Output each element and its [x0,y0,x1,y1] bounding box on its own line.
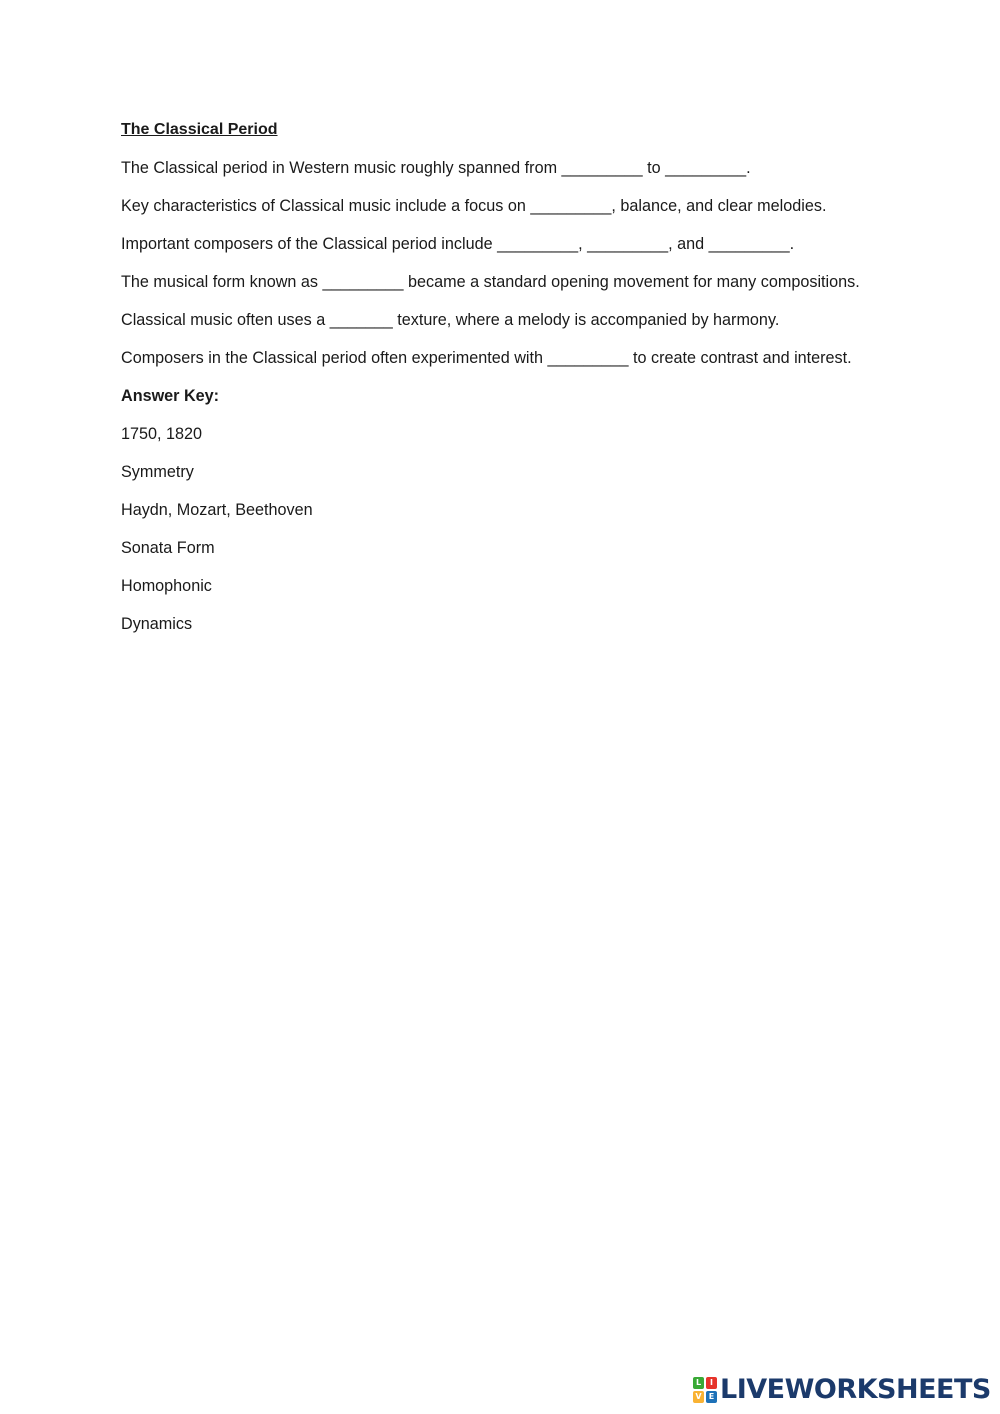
answer-1: 1750, 1820 [121,425,203,443]
liveworksheets-logo [693,1376,991,1404]
question-5: Classical music often uses a _______ texture, where a melody is accompanied by harmony. [121,311,780,329]
logo-brand-text: LIVEWORKSHEETS [720,1374,991,1405]
question-4: The musical form known as _________ became a standard opening movement for many compositions. [121,273,860,291]
question-6: Composers in the Classical period often experimented with _________ to create contrast and interest. [121,349,852,367]
answer-5: Homophonic [121,577,212,595]
answer-4: Sonata Form [121,539,215,557]
logo-icon-letter: I [706,1377,717,1389]
logo-icon-letter: E [706,1391,717,1403]
question-3: Important composers of the Classical period include _________, _________, and _________. [121,235,795,253]
worksheet-page [121,118,861,650]
logo-icon-letter: L [693,1377,704,1389]
liveworksheets-logo-icon [693,1377,717,1403]
answer-key-heading: Answer Key: [121,387,220,405]
answer-6: Dynamics [121,615,193,633]
logo-icon-letter: V [693,1391,704,1403]
answer-3: Haydn, Mozart, Beethoven [121,501,313,519]
question-2: Key characteristics of Classical music include a focus on _________, balance, and clear melodies. [121,197,827,215]
question-1: The Classical period in Western music roughly spanned from _________ to _________. [121,159,751,177]
page-title: The Classical Period [121,121,278,138]
answer-2: Symmetry [121,463,194,481]
